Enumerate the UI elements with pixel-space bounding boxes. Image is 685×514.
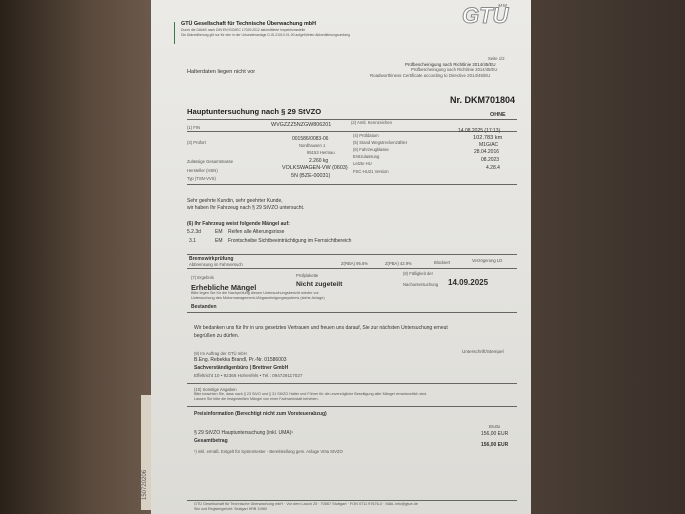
footer-line-1: GTÜ Gesellschaft für Technische Überwachung mbH · Vor dem Lauch 25 · 70567 Stuttgart · FON 0711 97676-0 · MAIL info@gtue.de [194, 502, 418, 506]
faellig-label: (8) Fälligkeit der [403, 271, 434, 276]
side-strip-number: 150720206 [142, 469, 148, 500]
ez-value: 28.04.2016 [474, 149, 500, 155]
defects-heading: (6) Ihr Fahrzeug weist folgende Mängel auf: [187, 221, 290, 227]
kennzeichen-label: (2) Amtl. Kennzeichen [351, 120, 392, 125]
sonstige-line-2: Lassen Sie bitte die festgestellten Mängel von einer Fachwerkstatt beheben. [194, 397, 319, 401]
brakes-sub: Abbremsung im Fahrversuch [189, 262, 243, 267]
result-note-3: Bestanden [191, 304, 217, 310]
typ-label: Typ (TSN-VVS) [187, 176, 216, 181]
plakette-value: Nicht zugeteilt [296, 281, 343, 288]
brakes-pba: Z(PBA) 42.9% [385, 261, 412, 266]
fzklasse-label: (6) Fahrzeugklasse [353, 147, 389, 152]
letzte-hu-label: Letzte HU [353, 161, 372, 166]
km-label: (5) Stand Wegstreckenzähler [353, 140, 408, 145]
main-title: Hauptuntersuchung nach § 29 StVZO [187, 107, 322, 116]
pruefort-label: (3) Prüfort [187, 140, 206, 145]
defect-cat-2: EM [215, 238, 223, 244]
company-subline-1: Durch die DAkkS nach DIN EN ISO/IEC 17020:2012 akkreditierte Inspektionsstelle [181, 28, 306, 32]
result-note-1: Bitte legen Sie für die Nachprüfung diesen Untersuchungsbericht wieder vor. [191, 291, 320, 295]
faellig-date: 14.09.2025 [448, 278, 489, 287]
price-heading: Preisinformation (Berechtigt nicht zum Vorsteuerabzug) [194, 411, 327, 417]
brakes-rba: Z(RBA) 95.6% [341, 261, 368, 266]
green-bar [174, 22, 180, 44]
pruefdatum-value: 14.08.2025 (17:13) [458, 128, 501, 134]
cert-title-de: Prüfbescheinigung nach Richtlinie 2014/45/EU [405, 62, 496, 67]
inspection-document [151, 0, 531, 514]
defect-text-2: Frontscheibe Sichtbeeinträchtigung im Fernsichtbereich [228, 238, 352, 244]
brakes-heading: Bremswirkprüfung [189, 256, 234, 262]
brakes-verzoegerung: Verzögerung LD [472, 258, 503, 263]
thanks-line-2: begrüßen zu dürfen. [194, 333, 240, 339]
pruefort-city: 95153 Hermau [307, 150, 335, 155]
result-label: (7) Ergebnis [191, 275, 214, 280]
total-label: Gesamtbetrag [194, 438, 228, 444]
intro: wir haben Ihr Fahrzeug nach § 29 StVZO untersucht. [187, 205, 305, 211]
footer-line-2: Sitz und Registergericht: Stuttgart HRB 11960 [194, 507, 268, 511]
page-number: Seite 1/2 [488, 56, 505, 61]
inspector-address: Effeltricht 10 • 92366 Hohenfels • Tel.: 094729117027 [194, 373, 303, 378]
hersteller-value: VOLKSWAGEN-VW (0603) [282, 165, 348, 171]
certificate-number: Nr. DKM701804 [450, 95, 516, 105]
fzklasse-value: M1G/AC [479, 142, 499, 148]
ohne-label: OHNE [490, 112, 506, 118]
km-value: 102.783 km [473, 135, 503, 141]
fin-label: (1) FIN [187, 125, 201, 130]
faellig-label-2: Nachuntersuchung [403, 282, 439, 287]
result-value: Erhebliche Mängel [191, 283, 257, 292]
sonstige-line-1: Bitte beachten Sie, dass nach § 23 StVO und § 31 StVZO Halter und Führer für die unverzügliche Beseitigung aller Mängel verantwortlich sind. [194, 392, 428, 396]
price-footnote: ¹) inkl. ermäß. Entgelt für Systemtester - Bereitstellung gem. Anlage VIIIa StVZO [194, 449, 343, 454]
price-item: § 29 StVZO Hauptuntersuchung (inkl. UMA)¹ [194, 430, 293, 436]
recipient-note: Halterdaten liegen nicht vor [187, 69, 256, 75]
cert-title-de2: Prüfbescheinigung nach Richtlinie 2014/45/EU [411, 67, 498, 72]
total-value: 156,00 EUR [481, 442, 509, 448]
typ-value: 5N (BZE-00031) [291, 173, 331, 179]
fin-value: WVGZZZ5NZGW806201 [271, 122, 332, 128]
hersteller-label: Hersteller (HSN) [187, 168, 218, 173]
fsc-value: 4.28.4 [486, 165, 500, 171]
pruefort-id: 001586/0083-06 [292, 136, 329, 142]
background-right [530, 0, 685, 514]
pruefort-street: Nordhausen 1 [299, 143, 326, 148]
stamp-label: Unterschrift/Stempel [462, 349, 504, 354]
inspector-label: (9) Im Auftrag der GTÜ mbH [194, 351, 247, 356]
defect-cat-1: EM [215, 229, 223, 235]
cert-title-en: Roadworthiness Certificate according to Directive 2014/45/EU [370, 73, 491, 78]
company-name: GTÜ Gesellschaft für Technische Überwachung mbH [181, 21, 316, 27]
company-subline-2: Die Akkreditierung gilt nur für den in der Urkundenanlage D-IS-21010-01-00 aufgeführten Akkreditierungsumfang [181, 33, 350, 37]
brutto-label: Brutto [489, 424, 501, 429]
logo-text: GTÜ [462, 4, 509, 26]
zgm-label: Zulässige Gesamtmasse [187, 159, 234, 164]
brakes-blockiert: Blockiert [434, 260, 451, 265]
plakette-label: Prüfplakette [296, 273, 319, 278]
defect-text-1: Reifen alle Alterungsrisse [228, 229, 285, 235]
greeting: Sehr geehrte Kundin, sehr geehrter Kunde, [187, 198, 283, 204]
pruefdatum-label: (4) Prüfdatum [353, 133, 379, 138]
defect-code-1: 5.2.3d [187, 229, 201, 235]
zgm-value: 2.260 kg [309, 158, 329, 164]
ez-label: Erstzulassung [353, 154, 380, 159]
fsc-label: FSC-HU21 Version [353, 169, 389, 174]
result-note-2: Untersuchung des Motormanagement-/Abgasreinigungssystems (siehe Anlage) [191, 296, 325, 300]
thanks-line-1: Wir bedanken uns für Ihr in uns gesetztes Vertrauen und freuen uns darauf, Sie zur nächsten Untersuchung erneut [194, 325, 448, 331]
inspector-name: B.Eng. Rebekka Brandl, Pr.-Nr. 01586003 [194, 357, 287, 363]
inspector-office: Sachverständigenbüro | Brettner GmbH [194, 365, 289, 371]
price-item-value: 156,00 EUR [481, 431, 509, 437]
background-left [0, 0, 152, 514]
gtue-logo [462, 4, 522, 26]
sonstige-label: (10) Sonstige Angaben [194, 387, 237, 392]
letzte-hu-value: 08.2023 [481, 157, 500, 163]
defect-code-2: 3.1 [189, 238, 196, 244]
